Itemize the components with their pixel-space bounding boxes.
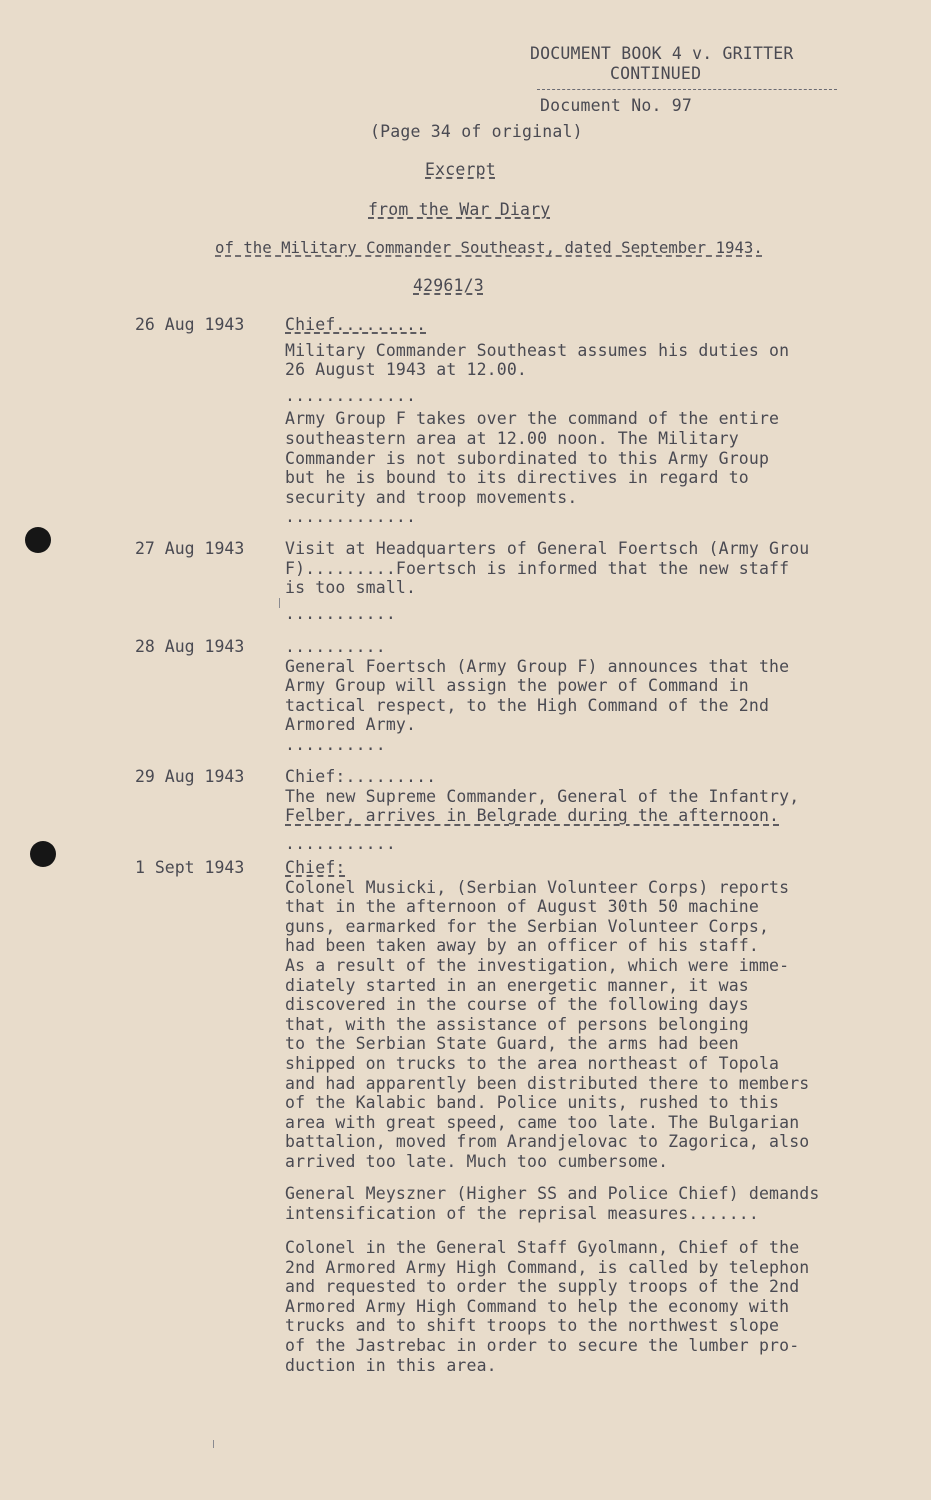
entry-text: Chief......... Military Commander Southeast assumes his duties on 26 August 1943 at 12.00. ............. Army Group F takes over the command of the entire southeastern area at 12.00 noon. The Military Commander is not subordinated to this Army Group but he is bound to its directives in regard to security and troop movements. ............. — [285, 315, 790, 527]
entry-date: 1 Sept 1943 — [135, 858, 245, 877]
entry-date: 26 Aug 1943 — [135, 315, 245, 334]
paragraph-gyolmann: Colonel in the General Staff Gyolmann, Chief of the 2nd Armored Army High Command, is called by telephon and requested to order the supply troops of the 2nd Armored Army High Command to help the economy with trucks and to shift troops to the northwest slope of the Jastrebac in order to secure the lumber pro- duction in this area. — [285, 1238, 810, 1375]
margin-tick — [279, 598, 280, 608]
title-commander: of the Military Commander Southeast, dated September 1943. — [215, 238, 763, 257]
entry-text: Chief:......... The new Supreme Commander, General of the Infantry, Felber, arrives in Belgrade during the afternoon. ........... — [285, 767, 800, 853]
margin-tick — [213, 1440, 214, 1448]
file-number: 42961/3 — [413, 276, 484, 295]
page-reference: (Page 34 of original) — [370, 122, 583, 141]
document-number: Document No. 97 — [540, 96, 693, 115]
paragraph-meyszner: General Meyszner (Higher SS and Police Chief) demands intensification of the reprisal measures....... — [285, 1184, 820, 1223]
punch-hole-bottom — [30, 841, 56, 867]
document-book-label: DOCUMENT BOOK 4 v. GRITTER — [530, 44, 794, 63]
entry-text: .......... General Foertsch (Army Group F) announces that the Army Group will assign the power of Command in tactical respect, to the High Command of the 2nd Armored Army. .......... — [285, 637, 790, 754]
entry-text: Visit at Headquarters of General Foertsch (Army Grou F).........Foertsch is informed that the new staff is too small. ........... — [285, 539, 810, 623]
title-excerpt: Excerpt — [425, 160, 496, 179]
punch-hole-top — [25, 527, 51, 553]
entry-date: 27 Aug 1943 — [135, 539, 245, 558]
title-war-diary: from the War Diary — [368, 200, 551, 219]
entry-text: Chief: Colonel Musicki, (Serbian Volunteer Corps) reports that in the afternoon of August 30th 50 machine guns, earmarked for the Serbian Volunteer Corps, had been taken away by an officer of his staff. As a result of the investigation, which were imme- diately started in an energetic manner, it was discovered in the course of the following days that, with the assistance of persons belonging to the Serbian State Guard, the arms had been shipped on trucks to the area northeast of Topola and had apparently been distributed there to members of the Kalabic band. Police units, rushed to this area with great speed, came too late. The Bulgarian battalion, moved from Arandjelovac to Zagorica, also arrived too late. Much too cumbersome. — [285, 858, 810, 1171]
header-rule — [537, 89, 837, 90]
entry-date: 28 Aug 1943 — [135, 637, 245, 656]
continued-label: CONTINUED — [610, 64, 702, 83]
entry-date: 29 Aug 1943 — [135, 767, 245, 786]
